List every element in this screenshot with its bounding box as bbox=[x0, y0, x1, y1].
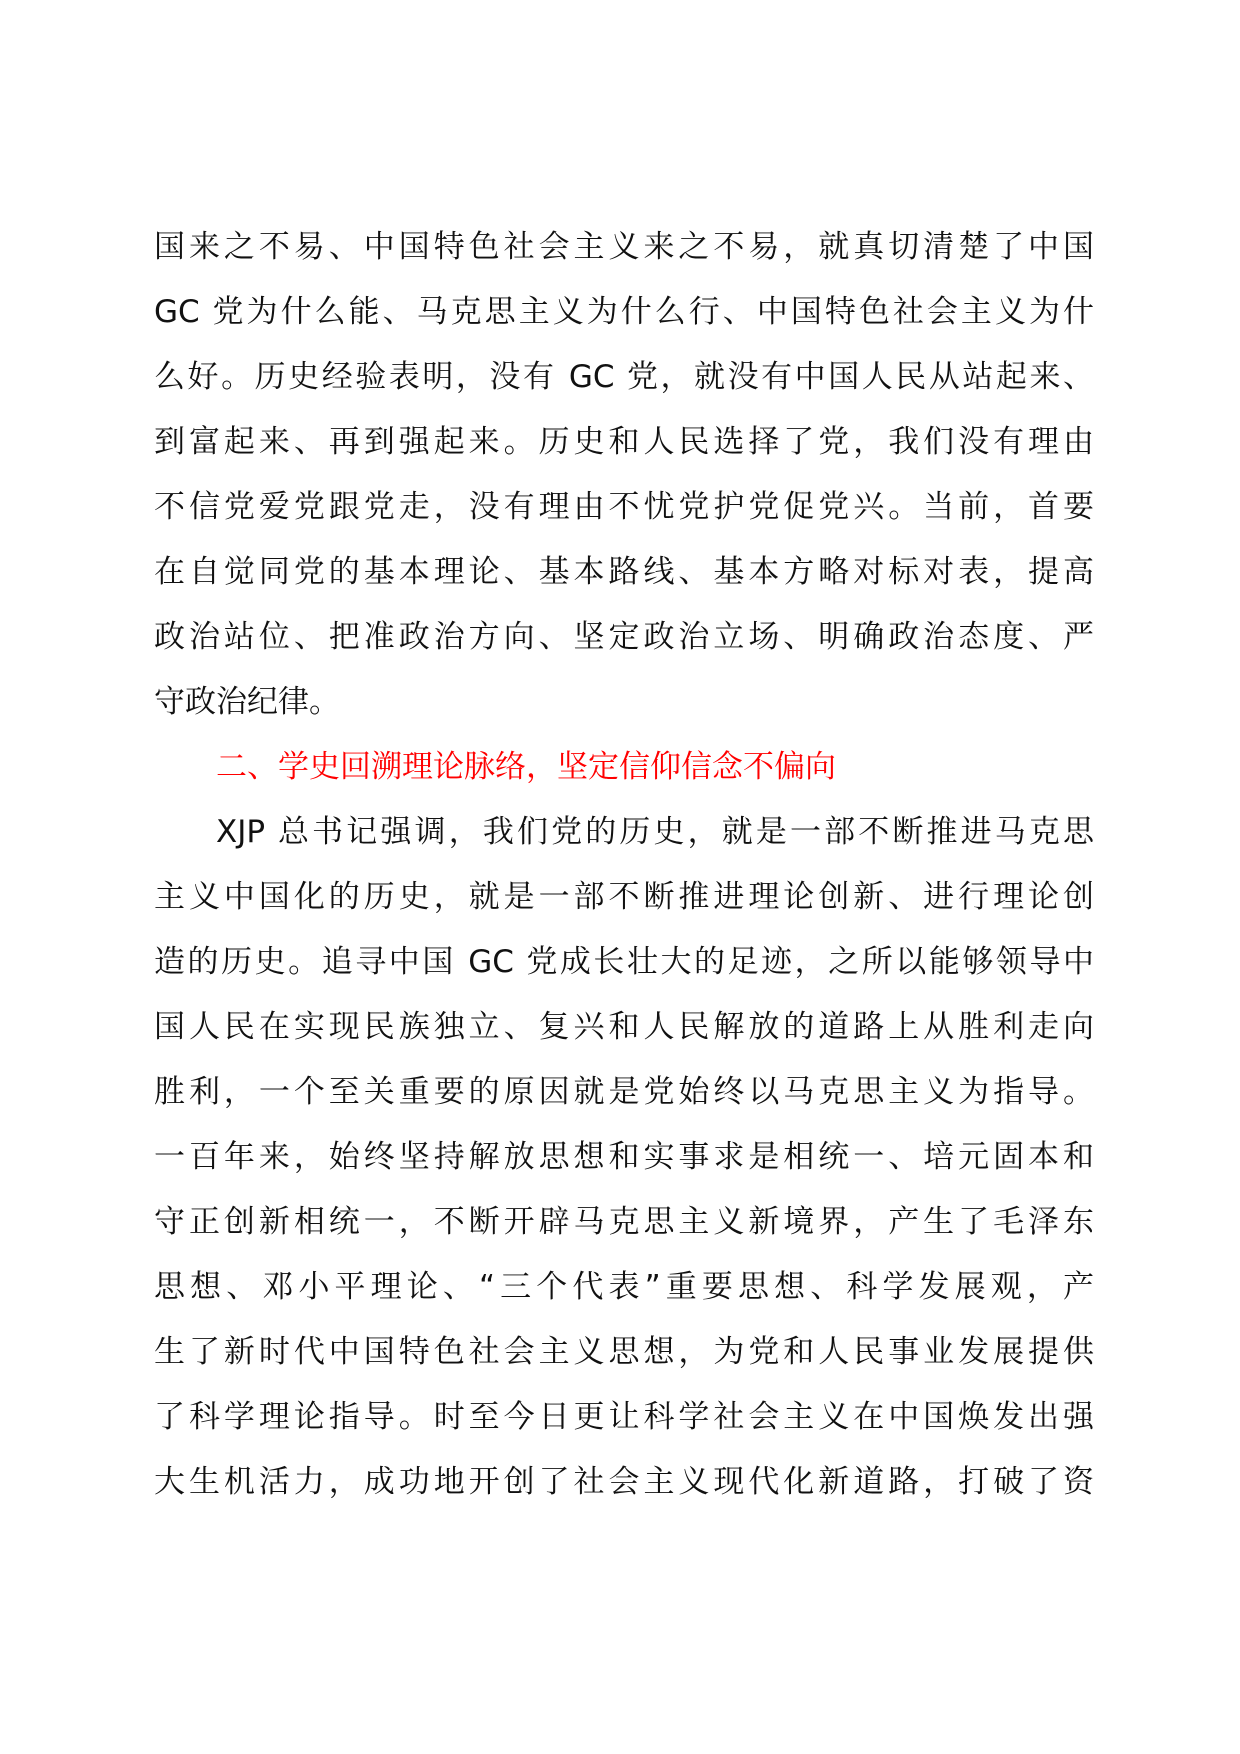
text-line: 不信党爱党跟党走，没有理由不忧党护党促党兴。当前，首要 bbox=[154, 489, 1094, 525]
text-line: 一百年来，始终坚持解放思想和实事求是相统一、培元固本和 bbox=[154, 1139, 1094, 1175]
text-line: 国来之不易、中国特色社会主义来之不易，就真切清楚了中国 bbox=[154, 229, 1094, 265]
text-line: 政治站位、把准政治方向、坚定政治立场、明确政治态度、严 bbox=[154, 619, 1094, 655]
text-line: 思想、邓小平理论、“三个代表”重要思想、科学发展观，产 bbox=[154, 1269, 1094, 1305]
paragraph-2 bbox=[154, 800, 1094, 1515]
text-line: 在自觉同党的基本理论、基本路线、基本方略对标对表，提高 bbox=[154, 554, 1094, 590]
paragraph-1 bbox=[154, 215, 1094, 735]
text-line: XJP 总书记强调，我们党的历史，就是一部不断推进马克思 bbox=[216, 814, 1094, 850]
document-body bbox=[154, 215, 1094, 1515]
text-line: 了科学理论指导。时至今日更让科学社会主义在中国焕发出强 bbox=[154, 1399, 1094, 1435]
text-line: 守政治纪律。 bbox=[154, 684, 340, 720]
text-line: 大生机活力，成功地开创了社会主义现代化新道路，打破了资 bbox=[154, 1464, 1094, 1500]
section-heading: 二、学史回溯理论脉络，坚定信仰信念不偏向 bbox=[216, 749, 836, 785]
text-line: GC 党为什么能、马克思主义为什么行、中国特色社会主义为什 bbox=[154, 294, 1094, 330]
text-line: 守正创新相统一，不断开辟马克思主义新境界，产生了毛泽东 bbox=[154, 1204, 1094, 1240]
text-line: 主义中国化的历史，就是一部不断推进理论创新、进行理论创 bbox=[154, 879, 1094, 915]
text-line: 造的历史。追寻中国 GC 党成长壮大的足迹，之所以能够领导中 bbox=[154, 944, 1094, 980]
text-line: 国人民在实现民族独立、复兴和人民解放的道路上从胜利走向 bbox=[154, 1009, 1094, 1045]
text-line: 到富起来、再到强起来。历史和人民选择了党，我们没有理由 bbox=[154, 424, 1094, 460]
text-line: 生了新时代中国特色社会主义思想，为党和人民事业发展提供 bbox=[154, 1334, 1094, 1370]
text-line: 胜利，一个至关重要的原因就是党始终以马克思主义为指导。 bbox=[154, 1074, 1094, 1110]
text-line: 么好。历史经验表明，没有 GC 党，就没有中国人民从站起来、 bbox=[154, 359, 1094, 395]
